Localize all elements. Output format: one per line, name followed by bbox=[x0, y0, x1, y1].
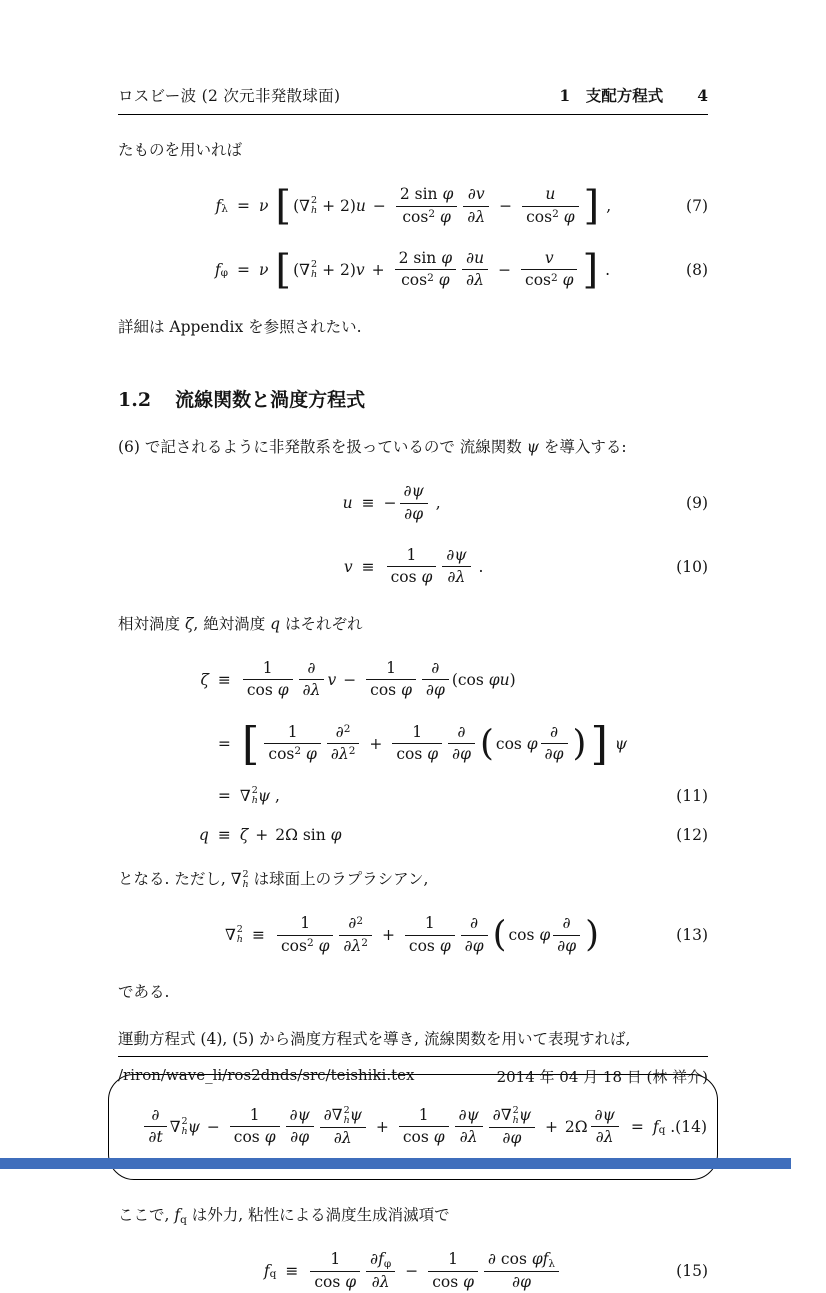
math-piece: となる. ただし, bbox=[118, 869, 231, 888]
math-piece: cos bbox=[408, 936, 440, 955]
math-piece: 1 bbox=[424, 914, 435, 933]
math-piece: u bbox=[342, 494, 353, 513]
equation-relation: ≡ bbox=[285, 1262, 299, 1281]
equation-relation: ≡ bbox=[361, 557, 375, 576]
equation-relation: ≡ bbox=[217, 670, 231, 689]
math-piece: φ bbox=[433, 271, 450, 290]
math-piece bbox=[339, 913, 372, 957]
math-piece: ∂λ bbox=[371, 1272, 390, 1291]
math-piece: . bbox=[600, 260, 611, 279]
math-piece: + bbox=[255, 825, 269, 844]
math-piece bbox=[591, 1105, 619, 1149]
math-piece: である. bbox=[118, 983, 170, 1002]
section-title: 流線関数と渦度方程式 bbox=[175, 389, 366, 411]
math-piece: u bbox=[355, 197, 366, 216]
equation-rhs bbox=[240, 826, 627, 844]
math-piece bbox=[428, 1249, 478, 1293]
math-piece: + 2) bbox=[317, 197, 356, 216]
math-piece: φ bbox=[463, 1272, 474, 1291]
math-piece: 運動方程式 (4), (5) から渦度方程式を導き, 流線関数を用いて表現すれば, bbox=[118, 1030, 631, 1049]
math-piece: ∇ 2 h bbox=[230, 868, 249, 890]
math-piece bbox=[489, 1105, 535, 1150]
bottom-scrollbar[interactable] bbox=[0, 1158, 791, 1169]
math-piece bbox=[144, 1105, 166, 1149]
math-piece: cos bbox=[496, 1250, 532, 1269]
math-piece bbox=[455, 1105, 483, 1149]
math-piece: φu bbox=[488, 670, 510, 689]
math-piece: ∂ bbox=[457, 722, 466, 741]
math-piece: φ bbox=[277, 681, 289, 700]
footer-date-author: 2014 年 04 月 18 日 (林 祥介) bbox=[496, 1068, 708, 1086]
equation-number: (12) bbox=[676, 825, 708, 844]
math-piece: cos bbox=[525, 271, 551, 290]
paragraph-intro bbox=[118, 139, 708, 162]
equation-13 bbox=[118, 913, 708, 957]
equation-number: (13) bbox=[676, 926, 708, 945]
math-piece bbox=[399, 1105, 449, 1149]
math-piece: , 絶対渦度 bbox=[193, 614, 271, 633]
math-piece: ∂f bbox=[370, 1250, 384, 1269]
math-piece: . bbox=[473, 557, 484, 576]
math-piece: φ bbox=[301, 745, 317, 764]
math-piece: φ bbox=[345, 1272, 357, 1291]
equation-relation: ≡ bbox=[251, 926, 265, 945]
equation-rhs bbox=[307, 1249, 562, 1293]
math-piece: ∂φ bbox=[502, 1128, 522, 1147]
math-piece: cos bbox=[495, 734, 527, 753]
math-piece: 1 bbox=[330, 1250, 341, 1269]
math-piece: 相対渦度 bbox=[118, 614, 185, 633]
math-piece: + bbox=[381, 926, 395, 945]
math-piece: φ bbox=[435, 207, 451, 226]
math-piece: ∂φ bbox=[404, 504, 424, 523]
math-piece: ∂λ bbox=[459, 1128, 478, 1147]
math-piece: ∂λ bbox=[302, 681, 321, 700]
math-piece: φ bbox=[264, 1128, 276, 1147]
math-piece: f bbox=[214, 260, 221, 279]
math-piece: cos bbox=[246, 681, 278, 700]
math-piece: 2 bbox=[348, 745, 356, 758]
math-piece: ∂λ bbox=[343, 936, 362, 955]
math-piece bbox=[387, 545, 437, 589]
math-piece bbox=[396, 184, 457, 228]
math-piece: − bbox=[383, 494, 397, 513]
math-piece: はそれぞれ bbox=[280, 614, 363, 633]
math-piece: ∂ bbox=[323, 1105, 332, 1124]
math-piece: ζ bbox=[239, 825, 249, 844]
equation-15 bbox=[118, 1249, 708, 1293]
math-piece: φ bbox=[439, 936, 451, 955]
math-piece: u bbox=[545, 185, 556, 204]
math-piece: ζ bbox=[200, 670, 209, 689]
math-piece: ∂φ bbox=[544, 745, 564, 764]
paragraph-appendix bbox=[118, 316, 708, 339]
math-piece: (6) で記されるように非発散系を扱っているので 流線関数 bbox=[118, 438, 527, 456]
math-piece: − bbox=[343, 670, 357, 689]
math-piece: ∂φ bbox=[425, 681, 445, 700]
math-piece: ∂v bbox=[467, 185, 485, 204]
math-piece: ∇ 2 h bbox=[299, 258, 318, 280]
equation-rhs bbox=[240, 658, 627, 702]
math-piece: ∂λ bbox=[467, 207, 486, 226]
math-piece: φ bbox=[441, 249, 453, 267]
math-piece bbox=[405, 913, 455, 957]
equation-rhs bbox=[653, 1118, 675, 1136]
math-piece: f bbox=[174, 1206, 181, 1225]
math-piece: ∂λ bbox=[595, 1128, 614, 1147]
equation-number: (9) bbox=[686, 494, 708, 513]
equations-11-12 bbox=[118, 658, 708, 844]
math-piece bbox=[553, 913, 580, 957]
math-piece: ψ bbox=[526, 438, 539, 456]
math-piece bbox=[442, 545, 470, 589]
math-piece: ∇ 2 h bbox=[299, 195, 318, 217]
math-piece: ∇ 2 h bbox=[169, 1115, 188, 1137]
equation-rhs: [ $\frac{1}{\cos^2 \varphi}$ $\frac{\partial^2}{\partial\lambda^2}$ + $\frac{1}{\text{cos φ}}$ $\frac{\partial}{\partial\varphi}$ ( cos φ $\frac{\partial}{\partial\varphi}$ ) ] ψ bbox=[241, 716, 628, 770]
equation-relation: ≡ bbox=[217, 825, 231, 844]
math-piece: ∂ bbox=[550, 722, 559, 741]
equation-lhs bbox=[343, 558, 353, 576]
math-piece: ν bbox=[258, 260, 274, 279]
math-piece: 2 bbox=[306, 936, 314, 949]
math-piece: 2 bbox=[361, 936, 368, 949]
math-piece: , bbox=[601, 197, 612, 216]
paragraph-laplacian bbox=[118, 868, 708, 892]
math-piece: 2 bbox=[552, 207, 559, 220]
math-piece: q bbox=[270, 614, 281, 633]
math-piece: cos bbox=[401, 271, 428, 290]
math-piece: ∂φ bbox=[557, 936, 577, 955]
math-piece: + bbox=[369, 734, 383, 753]
math-piece: f bbox=[263, 1262, 270, 1281]
math-piece bbox=[521, 248, 577, 292]
math-piece: ∂φ bbox=[452, 745, 471, 764]
math-piece: cos bbox=[390, 568, 422, 587]
math-piece: ψ bbox=[257, 786, 271, 805]
header-section: 1 支配方程式 bbox=[559, 86, 664, 105]
math-piece: + bbox=[371, 260, 385, 279]
math-piece bbox=[286, 1105, 314, 1149]
math-piece: φ bbox=[383, 1258, 392, 1271]
math-piece: ∂ bbox=[151, 1105, 160, 1124]
math-piece bbox=[392, 722, 442, 766]
equations-9-10 bbox=[118, 481, 708, 589]
paragraph-streamfunction bbox=[118, 436, 708, 459]
math-piece: v bbox=[355, 260, 365, 279]
math-piece: ∂ψ bbox=[403, 482, 424, 501]
paragraph-fq bbox=[118, 1204, 708, 1227]
equation-lhs bbox=[215, 197, 228, 215]
math-piece: v bbox=[327, 670, 337, 689]
math-piece: ∂t bbox=[148, 1128, 163, 1147]
equation-14-box bbox=[119, 1105, 707, 1150]
math-piece: 1 bbox=[287, 722, 298, 741]
math-piece: λ bbox=[548, 1258, 556, 1271]
math-piece bbox=[395, 248, 456, 292]
math-piece: q bbox=[180, 1214, 187, 1227]
math-piece: φ bbox=[526, 734, 538, 753]
math-piece: ∂ bbox=[335, 722, 344, 741]
equation-lhs bbox=[199, 671, 209, 689]
math-piece: − bbox=[372, 197, 386, 216]
math-piece bbox=[327, 722, 360, 766]
equation-lhs bbox=[225, 925, 243, 945]
math-piece bbox=[463, 184, 489, 228]
math-piece: cos bbox=[396, 745, 428, 764]
math-piece: 2Ω sin bbox=[275, 825, 331, 844]
math-piece: 2 bbox=[427, 271, 434, 284]
math-piece: ∂λ bbox=[333, 1128, 352, 1147]
math-piece: ∇ 2 h bbox=[239, 784, 258, 806]
equation-rhs bbox=[240, 786, 627, 806]
equation-rhs: ν [ ( ∇ 2 h + 2) u − $\frac{\text{2 sin φ}}{\cos^2 \varphi}$ $\frac{\partial v}{\partial\lambda}$ − $\frac{u}{\cos^2 \varphi}$ ] , bbox=[258, 182, 612, 230]
math-piece: 1 bbox=[412, 722, 423, 741]
math-piece: たものを用いれば bbox=[118, 141, 243, 159]
math-piece: v bbox=[343, 557, 353, 576]
math-piece: 1 bbox=[386, 659, 396, 677]
equation-lhs bbox=[215, 261, 228, 279]
equation-lhs bbox=[264, 1262, 277, 1280]
math-piece: ) bbox=[509, 670, 516, 689]
equation-relation: ≡ bbox=[361, 494, 375, 513]
math-piece: ∇ 2 h bbox=[224, 924, 243, 946]
math-piece: を導入する: bbox=[538, 438, 627, 456]
math-piece: − bbox=[499, 197, 513, 216]
math-piece: φ bbox=[557, 271, 574, 290]
equation-rhs: $\frac{1}{\cos^2 \varphi}$ $\frac{\partial^2}{\partial\lambda^2}$ + $\frac{1}{\text{cos φ}}$ $\frac{\partial}{\partial\varphi}$ ( cos φ $\frac{\partial}{\partial\varphi}$ ) bbox=[274, 913, 601, 957]
math-piece: 1 bbox=[300, 914, 311, 933]
math-piece: ∂λ bbox=[466, 271, 485, 290]
math-piece: + bbox=[544, 1117, 558, 1136]
equation-relation: = bbox=[217, 786, 231, 805]
math-piece bbox=[541, 722, 568, 766]
header-right bbox=[559, 84, 708, 106]
paragraph-momentum bbox=[118, 1028, 708, 1051]
math-piece: , bbox=[270, 786, 280, 805]
math-piece: ∂ψ bbox=[446, 546, 467, 564]
math-piece bbox=[366, 1249, 395, 1293]
math-piece: φ bbox=[433, 1128, 445, 1147]
math-piece: − bbox=[498, 260, 512, 279]
math-piece: cos bbox=[268, 745, 295, 764]
equation-rhs bbox=[384, 481, 484, 525]
math-piece: ( bbox=[293, 197, 300, 216]
math-piece: 2 sin bbox=[398, 249, 442, 267]
math-piece bbox=[461, 913, 488, 957]
math-piece: ψ bbox=[614, 734, 628, 753]
math-piece: cos bbox=[233, 1128, 265, 1147]
math-piece: ∂ bbox=[492, 1105, 501, 1124]
equation-relation: = bbox=[236, 197, 250, 216]
math-piece bbox=[366, 658, 416, 702]
math-piece: ∂ψ bbox=[594, 1105, 615, 1124]
math-piece bbox=[448, 722, 475, 766]
equation-lhs bbox=[141, 1105, 621, 1150]
math-piece: ∂λ bbox=[447, 568, 466, 587]
math-piece: ここで, bbox=[118, 1206, 175, 1225]
math-piece: q bbox=[198, 825, 209, 844]
paragraph-dearu bbox=[118, 981, 708, 1004]
footer-file-path: /riron/wave_li/ros2dnds/src/teishiki.tex bbox=[118, 1066, 415, 1084]
math-piece bbox=[277, 913, 333, 957]
math-piece: φ bbox=[442, 185, 454, 204]
page-content bbox=[118, 139, 708, 1293]
math-piece bbox=[400, 481, 428, 525]
math-piece bbox=[299, 658, 325, 702]
math-piece: ψ bbox=[518, 1105, 531, 1124]
math-piece: + 2) bbox=[317, 260, 356, 279]
math-piece: q bbox=[658, 1123, 666, 1136]
math-piece: φ bbox=[427, 745, 439, 764]
math-piece: ( bbox=[293, 260, 300, 279]
math-piece: ∂φ bbox=[464, 936, 484, 955]
math-piece: ∂u bbox=[466, 249, 485, 267]
math-piece: cos bbox=[370, 681, 402, 700]
math-piece bbox=[243, 658, 293, 702]
math-piece: ∂ bbox=[487, 1250, 496, 1269]
equation-relation: = bbox=[217, 734, 231, 753]
math-piece: (cos bbox=[451, 670, 489, 689]
math-piece: 2Ω bbox=[564, 1117, 588, 1136]
math-piece: 1 bbox=[448, 1250, 459, 1269]
math-piece: ∂ bbox=[348, 914, 357, 933]
equation-rhs: ν [ ( ∇ 2 h + 2) v + $\frac{\text{2 sin φ}}{\cos^2 \varphi}$ $\frac{\partial u}{\partial\lambda}$ − $\frac{v}{\cos^2 \varphi}$ ] . bbox=[258, 245, 611, 293]
math-piece: 1 bbox=[262, 659, 273, 677]
math-piece: 1 bbox=[406, 546, 417, 564]
math-piece: ∂φ bbox=[512, 1272, 531, 1291]
math-piece: は外力, 粘性による渦度生成消滅項で bbox=[186, 1206, 450, 1225]
math-piece: φ bbox=[220, 267, 228, 280]
paragraph-vorticity bbox=[118, 613, 708, 636]
math-piece: ∂ bbox=[562, 914, 571, 933]
math-piece: cos bbox=[402, 207, 429, 226]
math-piece: φ bbox=[330, 825, 342, 844]
math-piece: φ bbox=[401, 681, 412, 700]
math-piece: f bbox=[652, 1117, 659, 1136]
page-footer bbox=[118, 1056, 708, 1087]
section-number: 1.2 bbox=[118, 389, 152, 411]
math-piece: φf bbox=[531, 1250, 549, 1269]
math-piece: ψ bbox=[187, 1117, 200, 1136]
math-piece: 1 bbox=[249, 1105, 260, 1124]
header-page-number: 4 bbox=[697, 86, 708, 105]
equation-number: (8) bbox=[686, 260, 708, 279]
math-piece: q bbox=[269, 1268, 277, 1281]
math-piece bbox=[522, 184, 578, 228]
equation-number: (11) bbox=[676, 786, 708, 805]
math-piece: φ bbox=[558, 207, 575, 226]
math-piece: − bbox=[405, 1262, 419, 1281]
math-piece: ∂ψ bbox=[289, 1105, 310, 1124]
math-piece: cos bbox=[432, 1272, 464, 1291]
math-piece: ∂ψ bbox=[458, 1105, 479, 1124]
math-piece: ν bbox=[258, 197, 274, 216]
equation-number: (7) bbox=[686, 197, 708, 216]
math-piece: 2 bbox=[428, 207, 436, 220]
equations-7-8 bbox=[118, 184, 708, 292]
math-piece: λ bbox=[221, 203, 228, 216]
math-piece: ∇ 2 h bbox=[331, 1104, 350, 1126]
math-piece: ∂ bbox=[307, 659, 316, 677]
math-piece: cos bbox=[314, 1272, 346, 1291]
math-piece bbox=[462, 248, 488, 292]
math-piece: cos bbox=[402, 1128, 434, 1147]
page-header bbox=[118, 84, 708, 115]
math-piece: ∂φ bbox=[290, 1128, 310, 1147]
math-piece bbox=[230, 1105, 280, 1149]
section-1-2 bbox=[118, 385, 708, 412]
math-piece: , bbox=[430, 494, 441, 513]
equation-lhs bbox=[343, 494, 353, 512]
equation-relation: = bbox=[630, 1117, 644, 1136]
math-piece bbox=[310, 1249, 360, 1293]
math-piece: cos bbox=[526, 207, 553, 226]
equation-number: (10) bbox=[676, 557, 708, 576]
math-piece bbox=[484, 1249, 559, 1293]
math-piece: φ bbox=[421, 568, 433, 587]
equation-number: (15) bbox=[676, 1262, 708, 1281]
math-piece bbox=[320, 1105, 366, 1150]
math-piece: 2 sin bbox=[399, 185, 443, 204]
math-piece: cos bbox=[280, 936, 307, 955]
math-piece: v bbox=[544, 249, 554, 267]
math-piece: ∂ bbox=[431, 659, 440, 677]
math-piece: は球面上のラプラシアン, bbox=[248, 869, 429, 888]
math-piece: f bbox=[215, 197, 222, 216]
math-piece: ∂λ bbox=[330, 745, 349, 764]
math-piece: φ bbox=[539, 926, 551, 945]
math-piece: 2 bbox=[343, 723, 351, 736]
equation-lhs bbox=[199, 826, 209, 844]
math-piece: 詳細は Appendix を参照されたい. bbox=[118, 317, 362, 336]
math-piece: 1 bbox=[418, 1105, 429, 1124]
math-piece: 2 bbox=[356, 914, 364, 927]
math-piece bbox=[422, 658, 449, 702]
math-piece bbox=[264, 722, 320, 766]
math-piece: . bbox=[665, 1117, 676, 1136]
math-piece: ∂ bbox=[470, 914, 479, 933]
math-piece: 2 bbox=[551, 271, 558, 284]
math-piece: − bbox=[206, 1117, 220, 1136]
math-piece: ζ bbox=[184, 614, 194, 633]
math-piece: ψ bbox=[349, 1105, 362, 1124]
math-piece: 2 bbox=[294, 745, 302, 758]
equation-relation: = bbox=[236, 260, 250, 279]
header-title: ロスビー波 (2 次元非発散球面) bbox=[118, 87, 341, 105]
math-piece: cos bbox=[508, 926, 540, 945]
math-piece: + bbox=[375, 1117, 389, 1136]
math-piece: φ bbox=[313, 936, 330, 955]
equation-rhs bbox=[384, 545, 484, 589]
equation-number: (14) bbox=[675, 1117, 707, 1136]
math-piece: ∇ 2 h bbox=[500, 1104, 519, 1126]
